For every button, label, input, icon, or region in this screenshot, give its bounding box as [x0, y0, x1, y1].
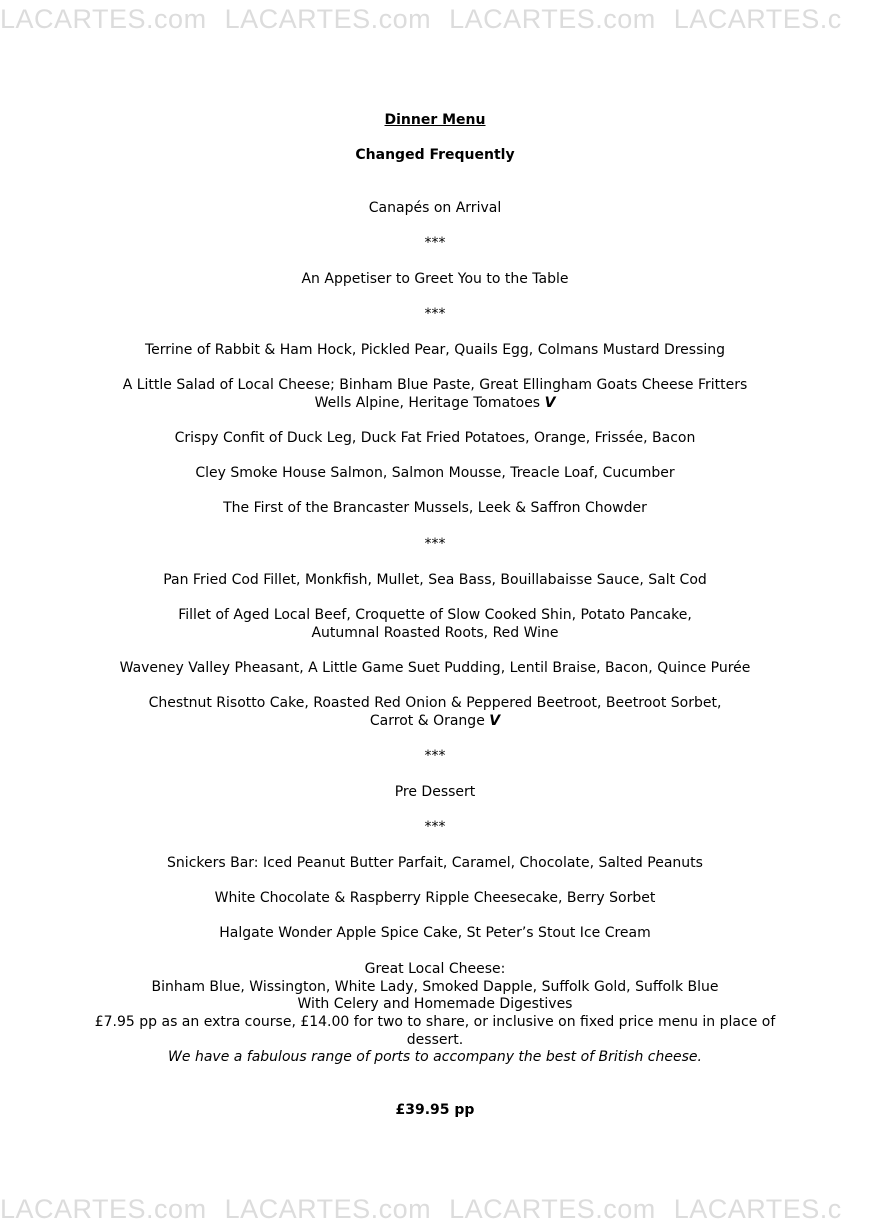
watermark-text: LACARTES.com: [0, 4, 207, 34]
starter-item: The First of the Brancaster Mussels, Leek & Saffron Chowder: [223, 500, 647, 516]
cheese-heading: Great Local Cheese:: [364, 961, 506, 977]
watermark-text: LACARTES.com: [449, 4, 656, 34]
starter-item-text: Wells Alpine, Heritage Tomatoes: [314, 395, 541, 411]
ports-note: We have a fabulous range of ports to accompany the best of British cheese.: [168, 1049, 702, 1065]
dessert-item: Halgate Wonder Apple Spice Cake, St Peter’s Stout Ice Cream: [219, 925, 651, 941]
main-item-continued: [60, 712, 810, 730]
watermark-top: [0, 4, 870, 34]
course-separator: ***: [424, 748, 446, 764]
watermark-text: LACARTES.com: [449, 1194, 656, 1224]
main-item-text: Carrot & Orange: [369, 713, 485, 729]
starter-item: Cley Smoke House Salmon, Salmon Mousse, Treacle Loaf, Cucumber: [195, 465, 675, 481]
cheese-accompaniment: With Celery and Homemade Digestives: [297, 996, 573, 1012]
appetiser-item: An Appetiser to Greet You to the Table: [301, 271, 569, 287]
pre-dessert-item: Pre Dessert: [394, 784, 476, 800]
main-item-continued: Autumnal Roasted Roots, Red Wine: [311, 625, 559, 641]
watermark-text: LACARTES.com: [0, 1194, 207, 1224]
dessert-item: White Chocolate & Raspberry Ripple Cheesecake, Berry Sorbet: [214, 890, 656, 906]
starter-item: Terrine of Rabbit & Ham Hock, Pickled Pear, Quails Egg, Colmans Mustard Dressing: [144, 342, 726, 358]
watermark-bottom: [0, 1194, 870, 1224]
cheese-price-note-continued: dessert.: [406, 1032, 464, 1048]
watermark-text: LACARTES.c: [673, 1194, 842, 1224]
course-separator: ***: [424, 306, 446, 322]
cheese-price-note: £7.95 pp as an extra course, £14.00 for two to share, or inclusive on fixed price menu in place of: [94, 1014, 776, 1030]
main-item: Waveney Valley Pheasant, A Little Game Suet Pudding, Lentil Braise, Bacon, Quince Purée: [119, 660, 751, 676]
watermark-text: LACARTES.c: [673, 4, 842, 34]
canapes-item: Canapés on Arrival: [368, 200, 502, 216]
course-separator: ***: [424, 235, 446, 251]
menu-title: Dinner Menu: [384, 112, 486, 128]
course-separator: ***: [424, 536, 446, 552]
starter-item: Crispy Confit of Duck Leg, Duck Fat Fried Potatoes, Orange, Frissée, Bacon: [174, 430, 696, 446]
vegetarian-mark: V: [544, 395, 556, 411]
main-item: Chestnut Risotto Cake, Roasted Red Onion & Peppered Beetroot, Beetroot Sorbet,: [148, 695, 722, 711]
main-item: Pan Fried Cod Fillet, Monkfish, Mullet, Sea Bass, Bouillabaisse Sauce, Salt Cod: [163, 572, 707, 588]
watermark-text: LACARTES.com: [224, 1194, 432, 1224]
cheese-list: Binham Blue, Wissington, White Lady, Smoked Dapple, Suffolk Gold, Suffolk Blue: [151, 979, 719, 995]
starter-item: A Little Salad of Local Cheese; Binham Blue Paste, Great Ellingham Goats Cheese Fritters: [122, 377, 748, 393]
watermark-text: LACARTES.com: [224, 4, 432, 34]
dessert-item: Snickers Bar: Iced Peanut Butter Parfait, Caramel, Chocolate, Salted Peanuts: [167, 855, 703, 871]
menu-subtitle: Changed Frequently: [355, 147, 515, 163]
vegetarian-mark: V: [489, 713, 501, 729]
menu-price: £39.95 pp: [395, 1102, 475, 1118]
starter-item-continued: [60, 394, 810, 412]
course-separator: ***: [424, 819, 446, 835]
main-item: Fillet of Aged Local Beef, Croquette of Slow Cooked Shin, Potato Pancake,: [178, 607, 692, 623]
